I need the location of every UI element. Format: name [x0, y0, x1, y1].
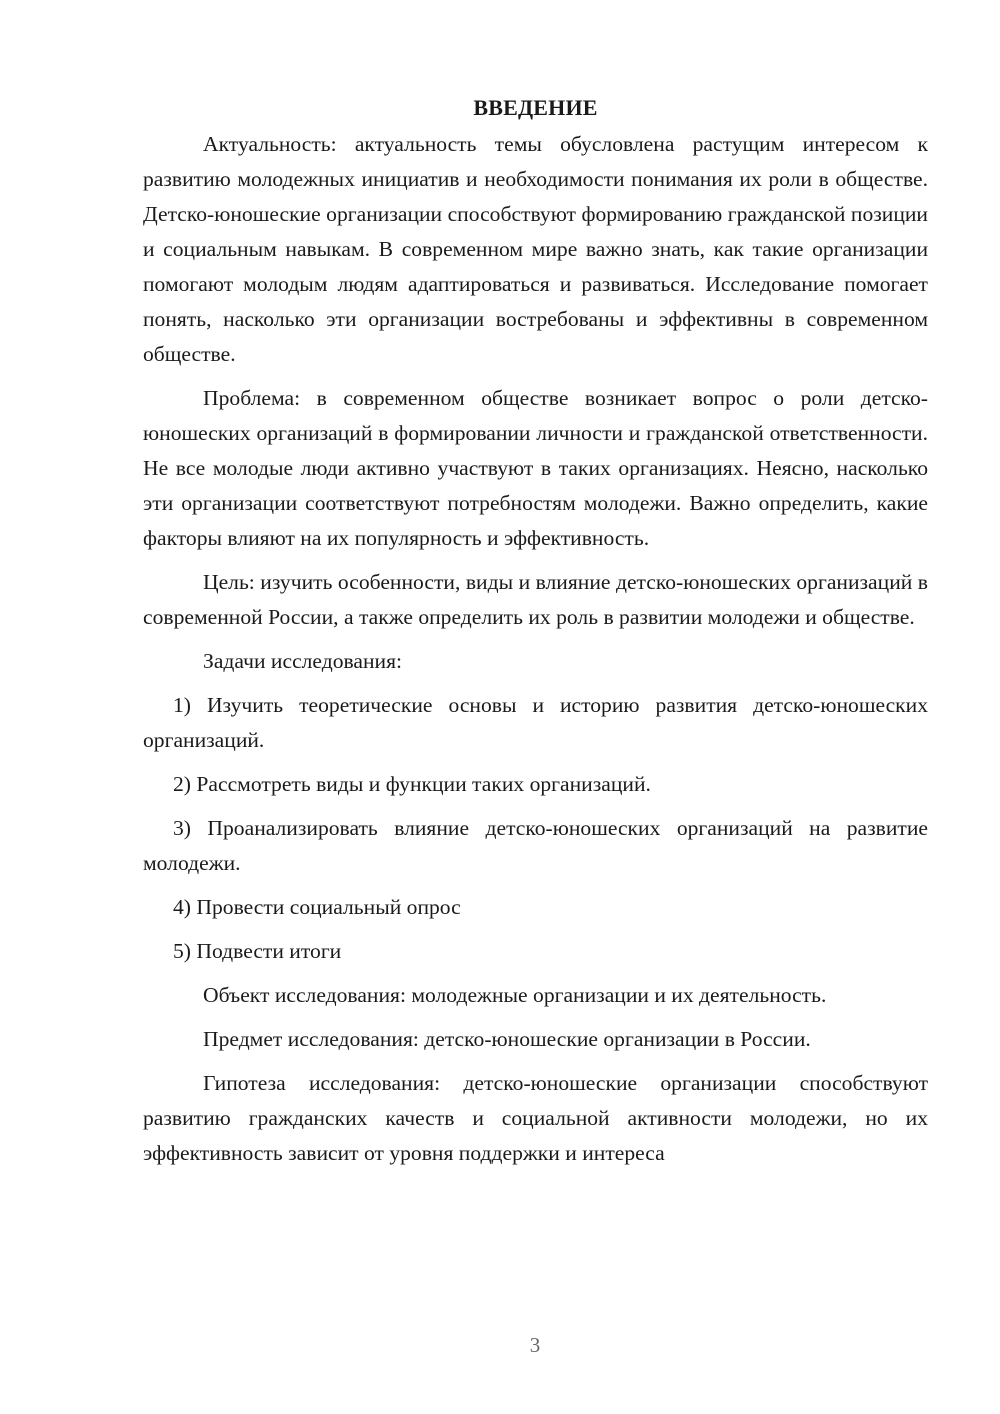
research-object-paragraph: Объект исследования: молодежные организации и их деятельность. [203, 983, 827, 1007]
research-subject-paragraph: Предмет исследования: детско-юношеские организации в России. [203, 1027, 811, 1051]
tasks-heading: Задачи исследования: [203, 649, 403, 673]
task-item-4: 4) Провести социальный опрос [173, 895, 461, 919]
document-page [143, 90, 928, 1180]
hypothesis-paragraph: Гипотеза исследования: детско-юношеские организации способствуют развитию гражданских качеств и социальной активности молодежи, но их эффективность зависит от уровня поддержки и интереса [143, 1071, 928, 1165]
goal-paragraph: Цель: изучить особенности, виды и влияние детско-юношеских организаций в современной России, а также определить их роль в развитии молодежи и обществе. [143, 570, 928, 629]
task-item-3: 3) Проанализировать влияние детско-юношеских организаций на развитие молодежи. [143, 816, 928, 875]
task-item-1: 1) Изучить теоретические основы и историю развития детско-юношеских организаций. [143, 693, 928, 752]
problem-paragraph: Проблема: в современном обществе возникает вопрос о роли детско-юношеских организаций в формировании личности и гражданской ответственности. Не все молодые люди активно участвуют в таких организациях. Неясно, насколько эти организации соответствуют потребностям молодежи. Важно определить, какие факторы влияют на их популярность и эффективность. [143, 386, 928, 550]
section-title: ВВЕДЕНИЕ [473, 95, 598, 120]
page-number: 3 [529, 1333, 541, 1357]
task-item-5: 5) Подвести итоги [173, 939, 342, 963]
relevance-paragraph: Актуальность: актуальность темы обусловлена растущим интересом к развитию молодежных инициатив и необходимости понимания их роли в обществе. Детско-юношеские организации способствуют формированию гражданской позиции и социальным навыкам. В современном мире важно знать, как такие организации помогают молодым людям адаптироваться и развиваться. Исследование помогает понять, насколько эти организации востребованы и эффективны в современном обществе. [143, 132, 928, 366]
task-item-2: 2) Рассмотреть виды и функции таких организаций. [173, 772, 651, 796]
